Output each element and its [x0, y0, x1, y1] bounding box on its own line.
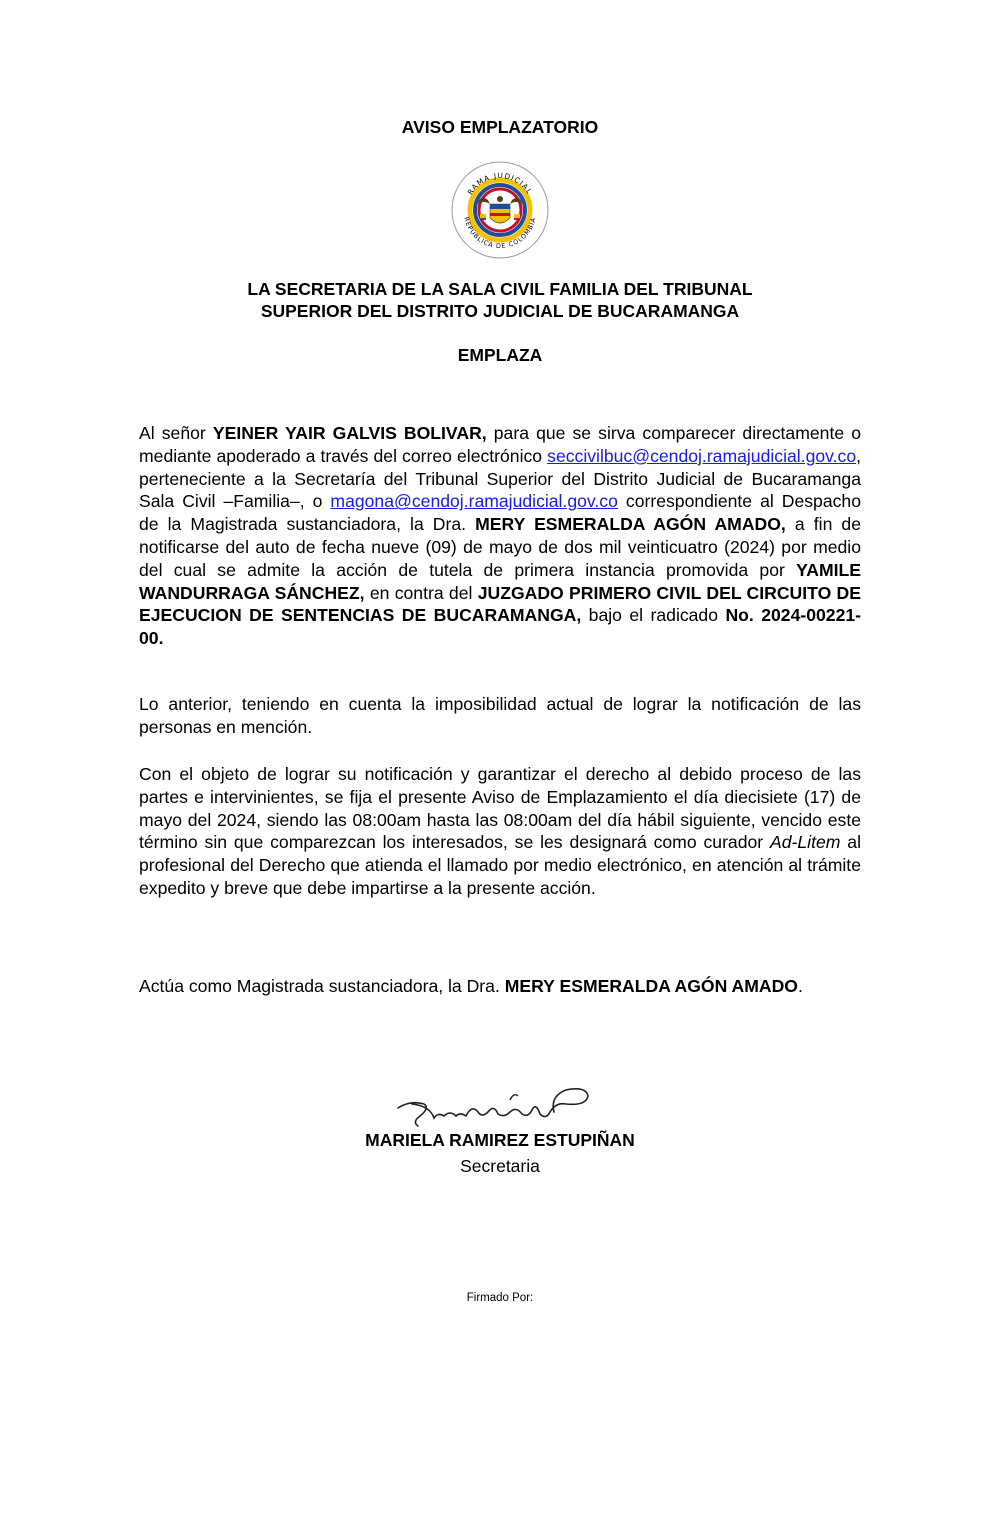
entity-line-2: SUPERIOR DEL DISTRITO JUDICIAL DE BUCARAMANGA [260, 301, 740, 321]
svg-text:RAMA JUDICIAL: RAMA JUDICIAL [465, 170, 535, 197]
magistrate-name-closing: MERY ESMERALDA AGÓN AMADO [504, 976, 798, 996]
paragraph-magistrate: Actúa como Magistrada sustanciadora, la Dra. MERY ESMERALDA AGÓN AMADO. [139, 976, 803, 996]
plaintiff-name: YAMILE WANDURRAGA SÁNCHEZ, [139, 559, 861, 603]
case-number: No. 2024-00221-00. [139, 605, 861, 649]
document-title: AVISO EMPLAZATORIO [401, 117, 599, 137]
email-link-despacho[interactable]: magona@cendoj.ramajudicial.gov.co [330, 491, 618, 512]
rama-judicial-seal-icon [450, 160, 550, 260]
svg-text:REPÚBLICA DE COLOMBIA: REPÚBLICA DE COLOMBIA [462, 216, 538, 251]
action-heading: EMPLAZA [457, 345, 543, 365]
entity-line-1: LA SECRETARIA DE LA SALA CIVIL FAMILIA DEL TRIBUNAL [247, 279, 753, 299]
paragraph-summons: Al señor YEINER YAIR GALVIS BOLIVAR, para que se sirva comparecer directamente o mediante apoderado a través del correo electrónico seccivilbuc@cendoj.ramajudicial.gov.co, perteneciente a la Secretaría del Tribunal Superior del Distrito Judicial de Bucaramanga Sala Civil –Familia–, o magona@cendoj.ramajudicial.gov.co correspondiente al Despacho de la Magistrada sustanciadora, la Dra. MERY ESMERALDA AGÓN AMADO, a fin de notificarse del auto de fecha nueve (09) de mayo de dos mil veinticuatro (2024) por medio del cual se admite la acción de tutela de primera instancia promovida por YAMILE WANDURRAGA SÁNCHEZ, en contra del JUZGADO PRIMERO CIVIL DEL CIRCUITO DE EJECUCION DE SENTENCIAS DE BUCARAMANGA, bajo el radicado No. 2024-00221-00. [139, 423, 861, 649]
paragraph-notice: Con el objeto de lograr su notificación y garantizar el derecho al debido proceso de las partes e intervinientes, se fija el presente Aviso de Emplazamiento el día diecisiete (17) de mayo del 2024, siendo las 08:00am hasta las 08:00am del día hábil siguiente, vencido este término sin que comparezcan los interesados, se les designará como curador Ad-Litem al profesional del Derecho que atienda el llamado por medio electrónico, en atención al trámite expedito y breve que debe impartirse a la presente acción. [139, 764, 861, 898]
magistrate-name: MERY ESMERALDA AGÓN AMADO, [475, 514, 786, 535]
signed-by-label: Firmado Por: [466, 1292, 534, 1304]
signer-name: MARIELA RAMIREZ ESTUPIÑAN [365, 1130, 635, 1150]
summoned-person: YEINER YAIR GALVIS BOLIVAR, [212, 423, 487, 443]
defendant-court: JUZGADO PRIMERO CIVIL DEL CIRCUITO DE EJECUCION DE SENTENCIAS DE BUCARAMANGA, [139, 582, 861, 626]
issuing-entity [0, 278, 1000, 322]
handwritten-signature-icon [390, 1082, 600, 1130]
signer-role: Secretaria [460, 1156, 540, 1176]
email-link-secretaria[interactable]: seccivilbuc@cendoj.ramajudicial.gov.co [547, 445, 857, 466]
paragraph-reason: Lo anterior, teniendo en cuenta la imposibilidad actual de lograr la notificación de las personas en mención. [139, 694, 861, 737]
